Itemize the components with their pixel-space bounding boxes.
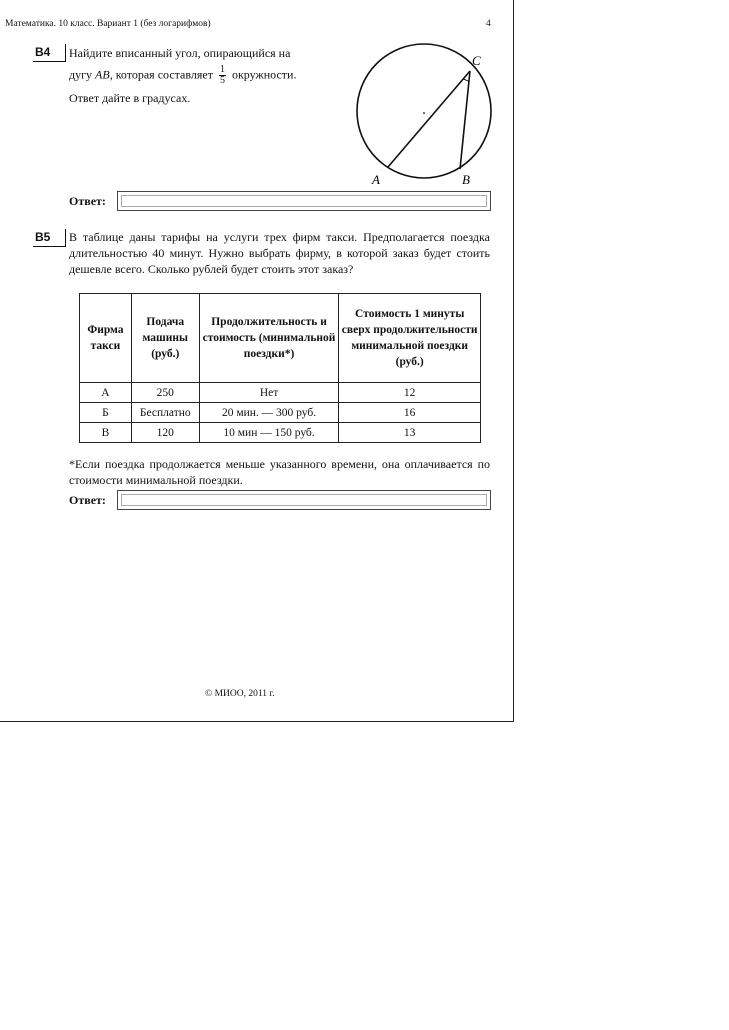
table-cell: А [80,383,132,403]
page-number: 4 [486,19,491,29]
task-b4-line2: дугу AB, которая составляет $\frac{1}{5}$ окружности. [69,64,297,86]
table-cell: Нет [199,383,339,403]
table-cell: Б [80,403,132,423]
table-row [80,383,481,403]
arc-name: AB, [95,67,113,82]
task-b4-line3: Ответ дайте в градусах. [69,91,191,105]
table-cell: 10 мин — 150 руб. [199,423,339,443]
point-label-a: A [372,172,380,187]
answer-label-b4: Ответ: [69,194,106,208]
table-cell: 12 [339,383,481,403]
table-cell: 16 [339,403,481,423]
point-label-c: C [472,53,481,68]
table-header-cell: Продолжительность и стоимость (минимальной поездки*) [199,294,339,383]
task-tag-b4: B4 [33,44,66,62]
chord-ac [388,71,470,167]
table-cell: 20 мин. — 300 руб. [199,403,339,423]
answer-field-b5[interactable] [117,490,491,510]
task-b5-footnote: *Если поездка продолжается меньше указанного времени, она оплачивается по стоимости минимальной поездки. [69,457,490,487]
table-cell: Бесплатно [131,403,199,423]
point-label-b: B [462,172,470,187]
task-b4-line1: Найдите вписанный угол, опирающийся на [69,46,291,60]
fraction-one-fifth: $\frac{1}{5}$ [219,64,225,86]
table-cell: 13 [339,423,481,443]
tariff-table [79,293,481,443]
table-cell: 250 [131,383,199,403]
circle-center-dot [423,112,425,114]
circle-outline [357,44,491,178]
table-header-row [80,294,481,383]
chord-bc [460,71,470,169]
task-tag-b5: B5 [33,229,66,247]
answer-label-b5: Ответ: [69,493,106,507]
table-header-cell: Стоимость 1 минуты сверх продолжительности минимальной поездки (руб.) [339,294,481,383]
table-header-cell: Фирма такси [80,294,132,383]
inscribed-angle-figure [350,42,500,187]
table-cell: 120 [131,423,199,443]
table-row [80,423,481,443]
page-header-title: Математика. 10 класс. Вариант 1 (без логарифмов) [5,19,211,29]
answer-field-b4[interactable] [117,191,491,211]
copyright-footer: © МИОО, 2011 г. [205,689,275,699]
exam-page [0,0,514,722]
table-row [80,403,481,423]
table-header-cell: Подача машины (руб.) [131,294,199,383]
task-b5-text: В таблице даны тарифы на услуги трех фирм такси. Предполагается поездка длительностью 40 минут. Нужно выбрать фирму, в которой заказ будет стоить дешевле всего. Сколько рублей будет стоить этот заказ? [69,230,490,276]
table-cell: В [80,423,132,443]
